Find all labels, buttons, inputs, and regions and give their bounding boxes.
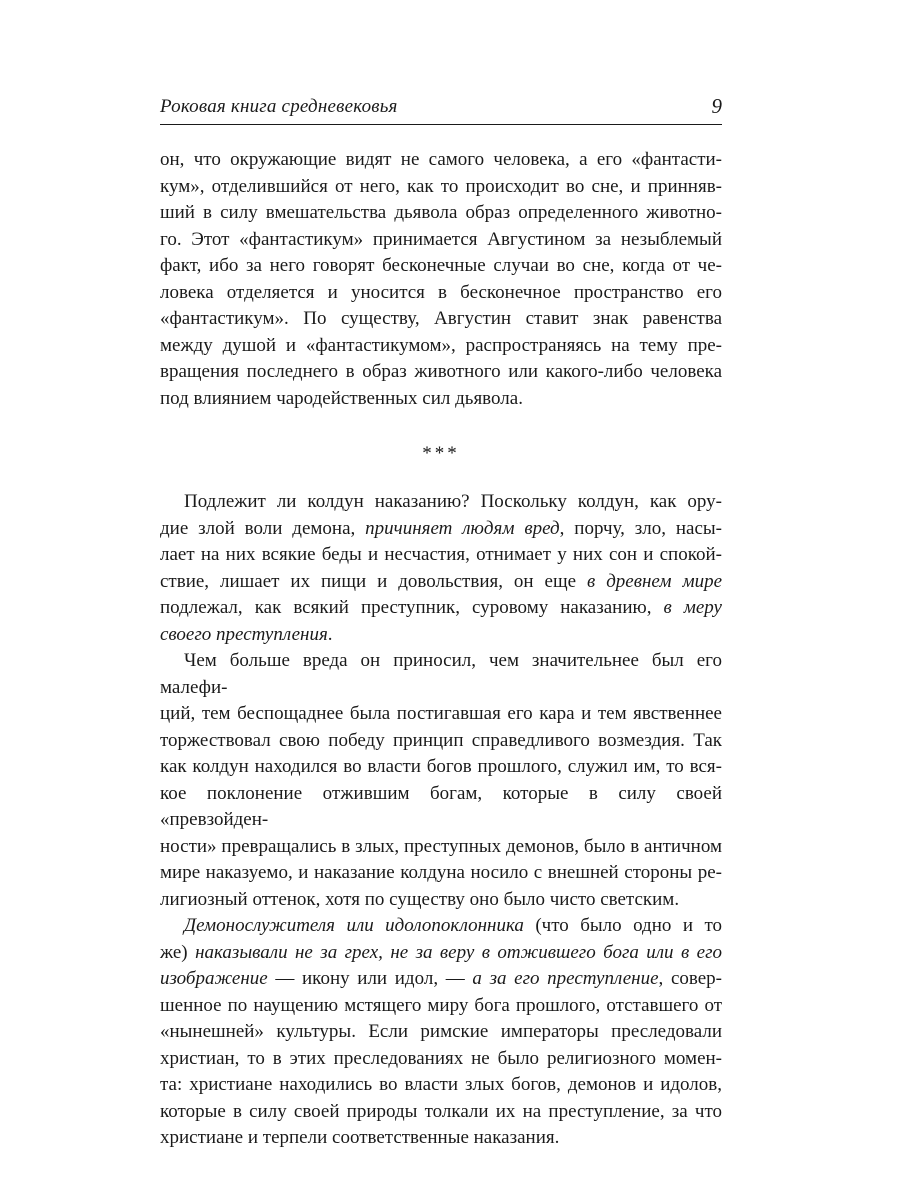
italic-phrase: изображение: [160, 968, 268, 989]
text-run: же): [160, 941, 196, 963]
italic-phrase: в древнем мире: [587, 570, 723, 592]
text-line: ций, тем беспощаднее была постигавшая его кара и тем явственнее: [160, 703, 722, 724]
text-run: подлежал, как всякий преступник, суровому наказанию,: [160, 597, 664, 618]
italic-phrase: Демонослужителя или идолопоклонника: [184, 915, 524, 936]
text-line: [160, 516, 722, 543]
text-line: [160, 489, 722, 516]
text-line: он, что окружающие видят не самого человека, а его «фантасти-: [160, 149, 722, 170]
text-line: кум», отделившийся от него, как то происходит во сне, и принняв-: [160, 175, 722, 197]
text-run: (что было одно и то: [523, 915, 722, 936]
page-number: 9: [711, 94, 722, 118]
text-line: мире наказуемо, и наказание колдуна носило с внешней стороны ре-: [160, 862, 722, 883]
text-line: шенное по наущению мстящего миру бога прошлого, отставшего от: [160, 994, 722, 1016]
text-line: [160, 913, 722, 940]
italic-phrase: в меру: [663, 597, 722, 618]
text-line: как колдун находился во власти богов прошлого, служил им, то вся-: [160, 756, 722, 777]
text-line: ший в силу вмешательства дьявола образ определенного животно-: [160, 202, 722, 223]
text-line: [160, 622, 722, 649]
text-line: [160, 569, 722, 596]
text-line: го. Этот «фантастикум» принимается Августином за незыблемый: [160, 228, 722, 250]
text-line: «нынешней» культуры. Если римские императоры преследовали: [160, 1021, 722, 1042]
text-line: христиан, то в этих преследованиях не было религиозного момен-: [160, 1047, 722, 1069]
text-line: ности» превращались в злых, преступных демонов, было в античном: [160, 835, 722, 857]
text-line: та: христиане находились во власти злых богов, демонов и идолов,: [160, 1074, 722, 1095]
text-run: , порчу, зло, насы-: [559, 517, 722, 539]
text-line: [160, 595, 722, 622]
text-run: , совер-: [658, 968, 722, 989]
text-line: ловека отделяется и уносится в бесконечное пространство его: [160, 281, 722, 303]
text-line: [160, 940, 722, 967]
text-line: вращения последнего в образ животного или какого-либо человека: [160, 361, 722, 382]
text-line: под влиянием чародейственных сил дьявола.: [160, 387, 523, 409]
text-run: Подлежит ли колдун наказанию? Поскольку колдун, как ору-: [184, 491, 722, 512]
running-header-title: Роковая книга средневековья: [160, 96, 398, 117]
text-line: Чем больше вреда он приносил, чем значительнее был его малефи-: [160, 650, 722, 698]
text-block-continuation: [160, 147, 722, 412]
text-run: .: [327, 623, 333, 645]
italic-phrase: наказывали не за грех, не за веру в отжившего бога или в его: [195, 941, 722, 963]
text-line: которые в силу своей природы толкали их на преступление, за что: [160, 1100, 722, 1122]
text-line: «фантастикум». По существу, Августин ставит знак равенства: [160, 308, 722, 329]
text-line: лает на них всякие беды и несчастия, отнимает у них сон и спокой-: [160, 544, 722, 565]
text-line: торжествовал свою победу принцип справедливого возмездия. Так: [160, 729, 722, 751]
running-header: [160, 94, 722, 125]
text-block-main: [160, 489, 722, 1152]
section-separator: ***: [422, 443, 460, 464]
text-line: факт, ибо за него говорят бесконечные случаи во сне, когда от че-: [160, 255, 722, 276]
italic-phrase: а за его преступление: [472, 968, 659, 989]
text-line: лигиозный оттенок, хотя по существу оно было чисто светским.: [160, 888, 680, 910]
text-line: [160, 966, 722, 993]
italic-phrase: причиняет людям вред: [365, 517, 560, 539]
text-line: кое поклонение отжившим богам, которые в силу своей «превзойден-: [160, 782, 722, 830]
italic-phrase: своего преступления: [160, 623, 328, 645]
text-line: между душой и «фантастикумом», распространяясь на тему пре-: [160, 334, 722, 356]
text-run: дие злой воли демона,: [160, 517, 366, 539]
text-run: ствие, лишает их пищи и довольствия, он еще: [160, 570, 587, 592]
text-line: христиане и терпели соответственные наказания.: [160, 1127, 560, 1148]
text-run: — икону или идол, —: [267, 968, 473, 989]
